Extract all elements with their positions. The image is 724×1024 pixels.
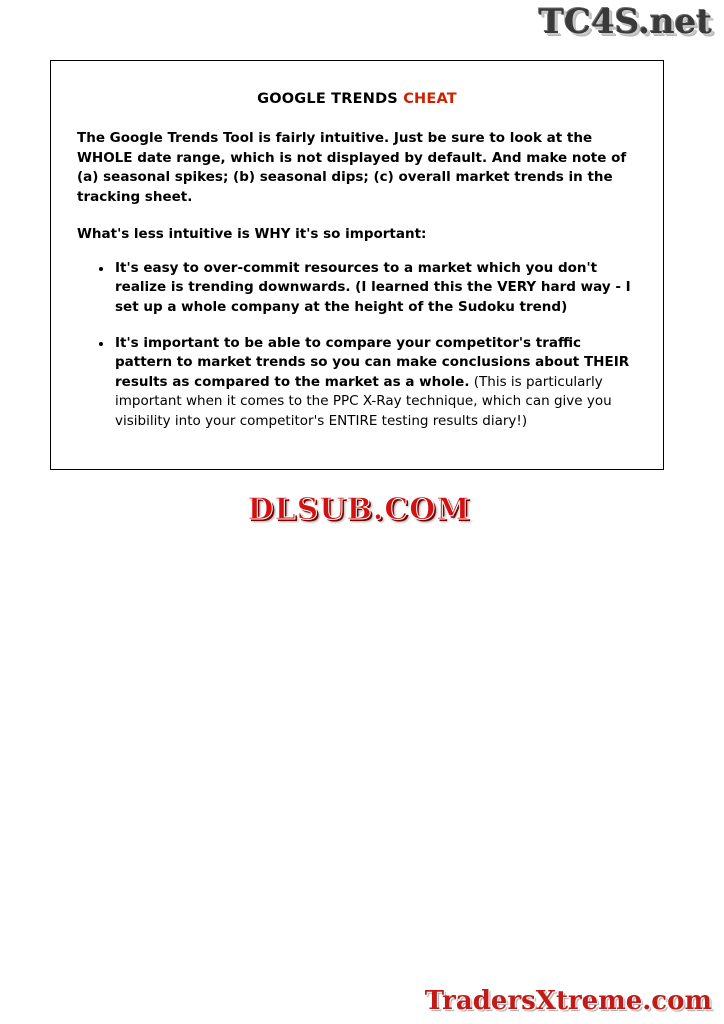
- bullet-list: [77, 259, 637, 432]
- page-title: [77, 91, 637, 107]
- document-content-box: [50, 60, 664, 470]
- page-title-accent: CHEAT: [403, 91, 457, 107]
- dlsub-stamp: [214, 492, 504, 530]
- list-item: [115, 259, 637, 318]
- bottom-right-watermark: TradersXtreme.com: [424, 986, 712, 1016]
- dlsub-stamp-text: DLSUB.COM: [247, 492, 471, 527]
- page-title-main: GOOGLE TRENDS: [257, 91, 404, 107]
- list-item-normal-text: (This is particularly important when it comes to the PPC X-Ray technique, which can give you visibility into your competitor's ENTIRE testing results diary!): [115, 373, 612, 429]
- intro-paragraph: The Google Trends Tool is fairly intuitive. Just be sure to look at the WHOLE date range, which is not displayed by default. And make note of (a) seasonal spikes; (b) seasonal dips; (c) overall market trends in the tracking sheet.: [77, 130, 627, 205]
- list-item-bold-text: It's easy to over-commit resources to a market which you don't realize is trending downwards. (I learned this the VERY hard way - I set up a whole company at the height of the Sudoku trend): [115, 259, 631, 315]
- list-item-bold-text: It's important to be able to compare your competitor's traffic pattern to market trends so you can make conclusions about THEIR results as compared to the market as a whole.: [115, 334, 630, 390]
- subheading-paragraph: What's less intuitive is WHY it's so important:: [77, 226, 427, 243]
- list-item: [115, 334, 637, 432]
- top-right-watermark: TC4S.net: [538, 2, 712, 42]
